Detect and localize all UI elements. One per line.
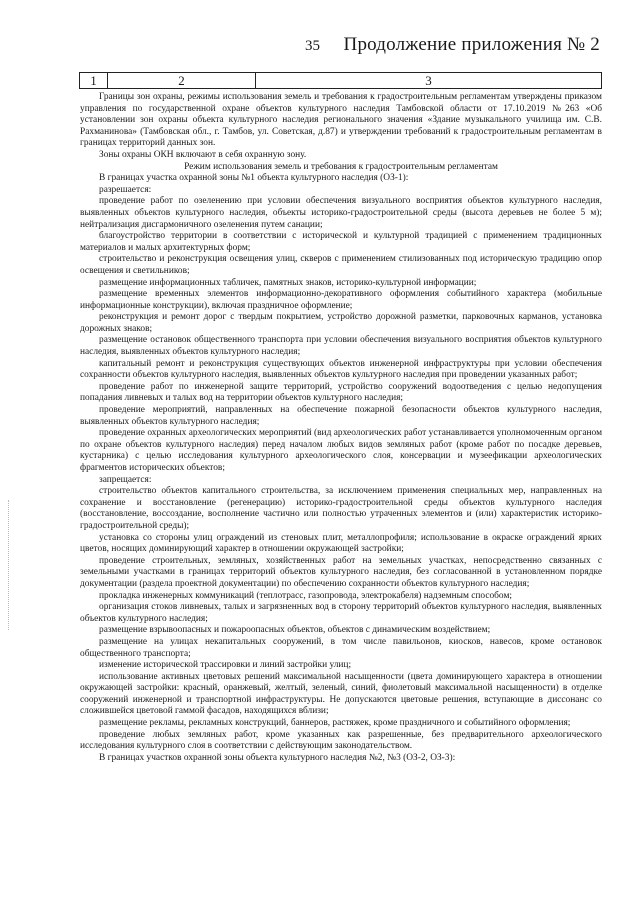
paragraph: Границы зон охраны, режимы использования земель и требования к градостроительным регламентам утверждены приказом управления по государственной охране объектов культурного наследия Тамбовской области от 17.10.2019 №263 «Об установлении зон охраны объекта культурного наследия регионального значения «Здание музыкального училища им. С.В. Рахманинова» (Тамбовская обл., г. Тамбов, ул. Советская, д.87) и утверждении требований к градостроительным регламентам в границах территорий данных зон. bbox=[80, 92, 602, 149]
paragraph: строительство и реконструкция освещения улиц, скверов с применением стилизованных под историческую традицию опор освещения и светильников; bbox=[80, 254, 602, 276]
page-number: 35 bbox=[305, 38, 320, 54]
paragraph: размещение остановок общественного транспорта при условии обеспечения визуального восприятия объектов культурного наследия, выявленных объектов культурного наследия; bbox=[80, 335, 602, 358]
page-header bbox=[0, 34, 640, 60]
paragraph: строительство объектов капитального строительства, за исключением применения специальных мер, направленных на сохранение и восстановление (регенерацию) историко-градостроительной среды объектов культурного наследия (восстановление, воссоздание, восполнение частично или полностью утраченных элементов и (или) характеристик историко-градостроительной среды); bbox=[80, 486, 602, 531]
paragraph: В границах участков охранной зоны объекта культурного наследия №2, №3 (ОЗ-2, ОЗ-3): bbox=[99, 752, 456, 763]
paragraph: организация стоков ливневых, талых и загрязненных вод в сторону территорий объектов культурного наследия, выявленных объектов культурного наследия; bbox=[80, 602, 602, 624]
paragraph: проведение строительных, земляных, хозяйственных работ на земельных участках, непосредственно связанных с земельными участками в границах территорий объектов культурного наследия, без согласованной в установленном порядке документации (раздела проектной документации) по обеспечению сохранности объектов культурного наследия; bbox=[80, 555, 602, 589]
appendix-label: Продолжение приложения № 2 bbox=[343, 34, 600, 55]
paragraph: запрещается: bbox=[99, 474, 152, 485]
paragraph: проведение мероприятий, направленных на обеспечение пожарной безопасности объектов культурного наследия, выявленных объектов культурного наследия; bbox=[80, 405, 602, 427]
paragraph: реконструкция и ремонт дорог с твердым покрытием, устройство дорожной разметки, парковочных карманов, установка дорожных знаков; bbox=[80, 312, 602, 334]
paragraph: Режим использования земель и требования к градостроительным регламентам bbox=[184, 161, 498, 172]
paragraph: капитальный ремонт и реконструкция существующих объектов инженерной инфраструктуры при условии обеспечения сохранности объектов культурного наследия, выявленных объектов культурного наследия при проведении указанных работ; bbox=[80, 358, 602, 381]
paragraph: Зоны охраны ОКН включают в себя охранную зону. bbox=[99, 149, 307, 160]
paragraph: изменение исторической трассировки и линий застройки улиц; bbox=[99, 660, 352, 671]
column-number-3: 3 bbox=[425, 73, 432, 88]
paragraph: разрешается: bbox=[99, 184, 152, 195]
paragraph: прокладка инженерных коммуникаций (теплотрасс, газопровода, электрокабеля) надземным способом; bbox=[99, 590, 512, 601]
paragraph: размещение информационных табличек, памятных знаков, историко-культурной информации; bbox=[99, 277, 477, 288]
paragraph: установка со стороны улиц ограждений из стеновых плит, металлопрофиля; использование в окраске ограждений ярких цветов, носящих доминирующий характер в отношении окружающей застройки; bbox=[80, 532, 602, 555]
paragraph: размещение на улицах некапитальных сооружений, в том числе павильонов, киосков, навесов, кроме остановок общественного транспорта; bbox=[80, 636, 602, 659]
paragraph: благоустройство территории в соответствии с исторической и культурной традицией с применением традиционных материалов и малых архитектурных форм; bbox=[80, 231, 602, 253]
paragraph: использование активных цветовых решений максимальной насыщенности (цвета доминирующего характера в отношении окружающей застройки: красный, оранжевый, желтый, зеленый, синий, фиолетовый максимальной насыщенности) в отделке сооружений инженерной и транспортной инфраструктуры. Не допускаются цветовые решения, вступающие в диссонанс со сложившейся цветовой гаммой фасадов, находящихся вблизи; bbox=[80, 671, 602, 717]
paragraph: проведение работ по озеленению при условии обеспечения визуального восприятия объектов культурного наследия, выявленных объектов культурного наследия, объекты историко-градостроительной среды (высота деревьев не более 5 м); нейтрализация дисгармоничного озеленения путем санации; bbox=[80, 196, 602, 230]
paragraph: проведение любых земляных работ, кроме указанных как разрешенные, без предварительного археологического исследования культурного слоя в соответствии с действующим законодательством. bbox=[80, 729, 602, 752]
paragraph: размещение взрывоопасных и пожароопасных объектов, объектов с динамическим воздействием; bbox=[99, 625, 491, 636]
document-body bbox=[80, 92, 602, 764]
paragraph: проведение охранных археологических мероприятий (вид археологических работ устанавливается уполномоченным органом по охране объектов культурного наследия) перед началом любых видов земляных работ (кроме работ по посадке деревьев, кустарника) с целью исследования культурного археологического слоя, консервации и музеефикации археологических фрагментов исторических объектов; bbox=[80, 428, 602, 473]
binding-mark bbox=[8, 500, 10, 630]
column-number-1: 1 bbox=[80, 73, 108, 88]
paragraph: размещение временных элементов информационно-декоративного оформления событийного характера (мобильные информационные конструкции), включая праздничное оформление; bbox=[80, 289, 602, 311]
paragraph: В границах участка охранной зоны №1 объекта культурного наследия (ОЗ-1): bbox=[99, 173, 409, 184]
paragraph: проведение работ по инженерной защите территорий, устройство сооружений водоотведения с целью недопущения попадания ливневых и талых вод на территории объектов культурного наследия; bbox=[80, 381, 602, 404]
column-number-row bbox=[79, 72, 602, 89]
paragraph: размещение рекламы, рекламных конструкций, баннеров, растяжек, кроме праздничного и событийного оформления; bbox=[99, 718, 571, 729]
column-number-2: 2 bbox=[108, 73, 256, 88]
